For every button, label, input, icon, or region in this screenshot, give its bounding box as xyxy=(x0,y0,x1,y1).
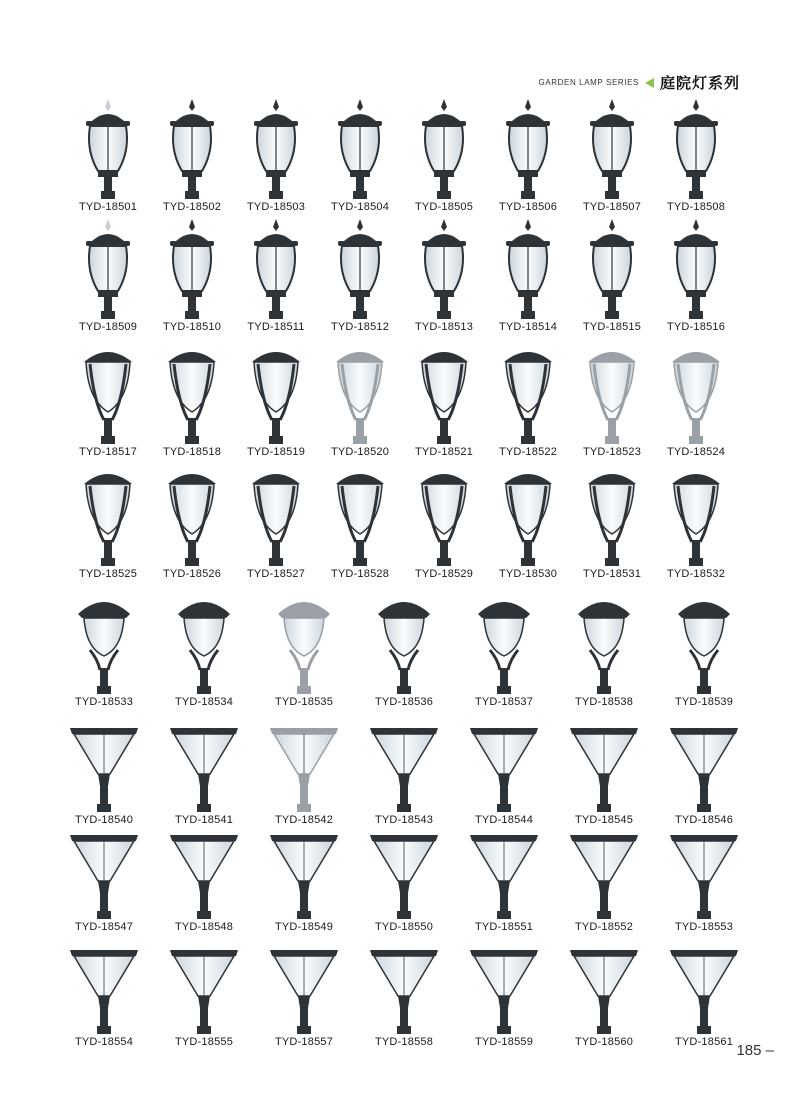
model-code: TYD-18503 xyxy=(246,201,306,213)
lamp-image xyxy=(152,462,232,566)
lamp-image xyxy=(488,215,568,319)
model-code: TYD-18514 xyxy=(498,321,558,333)
lamp-item xyxy=(260,815,348,935)
lamp-item xyxy=(232,215,320,335)
lamp-image xyxy=(572,340,652,444)
lamp-item xyxy=(260,590,348,710)
model-code: TYD-18532 xyxy=(666,568,726,580)
lamp-image xyxy=(264,708,344,812)
lamp-image xyxy=(464,590,544,694)
model-code: TYD-18547 xyxy=(74,921,134,933)
lamp-item xyxy=(60,930,148,1050)
lamp-item xyxy=(460,815,548,935)
model-code: TYD-18512 xyxy=(330,321,390,333)
model-code: TYD-18545 xyxy=(574,814,634,826)
lamp-item xyxy=(260,930,348,1050)
model-code: TYD-18523 xyxy=(582,446,642,458)
lamp-image xyxy=(264,815,344,919)
lamp-item xyxy=(484,215,572,335)
lamp-image xyxy=(488,95,568,199)
lamp-image xyxy=(68,95,148,199)
model-code: TYD-18533 xyxy=(74,696,134,708)
lamp-image xyxy=(564,708,644,812)
model-code: TYD-18530 xyxy=(498,568,558,580)
lamp-image xyxy=(364,708,444,812)
lamp-image xyxy=(464,815,544,919)
lamp-item xyxy=(660,590,748,710)
lamp-item xyxy=(60,815,148,935)
model-code: TYD-18506 xyxy=(498,201,558,213)
lamp-item xyxy=(60,590,148,710)
lamp-item xyxy=(160,930,248,1050)
lamp-image xyxy=(564,815,644,919)
model-code: TYD-18502 xyxy=(162,201,222,213)
lamp-image xyxy=(404,215,484,319)
model-code: TYD-18520 xyxy=(330,446,390,458)
lamp-image xyxy=(264,930,344,1034)
lamp-item xyxy=(568,215,656,335)
lamp-image xyxy=(572,215,652,319)
model-code: TYD-18501 xyxy=(78,201,138,213)
model-code: TYD-18546 xyxy=(674,814,734,826)
lamp-image xyxy=(164,708,244,812)
lamp-image xyxy=(152,340,232,444)
model-code: TYD-18513 xyxy=(414,321,474,333)
lamp-image xyxy=(572,95,652,199)
model-code: TYD-18537 xyxy=(474,696,534,708)
model-code: TYD-18518 xyxy=(162,446,222,458)
model-code: TYD-18554 xyxy=(74,1036,134,1048)
model-code: TYD-18509 xyxy=(78,321,138,333)
page-number: 185 – xyxy=(736,1042,774,1059)
lamp-item xyxy=(652,340,740,460)
model-code: TYD-18524 xyxy=(666,446,726,458)
lamp-image xyxy=(404,340,484,444)
lamp-item xyxy=(460,930,548,1050)
lamp-item xyxy=(260,708,348,828)
lamp-image xyxy=(664,930,744,1034)
model-code: TYD-18541 xyxy=(174,814,234,826)
series-title-en: GARDEN LAMP SERIES xyxy=(538,78,639,87)
model-code: TYD-18528 xyxy=(330,568,390,580)
lamp-item xyxy=(232,462,320,582)
model-code: TYD-18508 xyxy=(666,201,726,213)
lamp-image xyxy=(164,930,244,1034)
lamp-item xyxy=(652,95,740,215)
model-code: TYD-18560 xyxy=(574,1036,634,1048)
lamp-image xyxy=(236,462,316,566)
lamp-image xyxy=(664,590,744,694)
lamp-image xyxy=(656,215,736,319)
lamp-image xyxy=(264,590,344,694)
lamp-item xyxy=(316,95,404,215)
lamp-image xyxy=(236,215,316,319)
lamp-item xyxy=(652,215,740,335)
lamp-item xyxy=(484,95,572,215)
model-code: TYD-18529 xyxy=(414,568,474,580)
lamp-image xyxy=(236,95,316,199)
lamp-item xyxy=(400,215,488,335)
lamp-image xyxy=(152,95,232,199)
lamp-image xyxy=(64,590,144,694)
lamp-item xyxy=(316,340,404,460)
lamp-image xyxy=(68,462,148,566)
model-code: TYD-18507 xyxy=(582,201,642,213)
model-code: TYD-18558 xyxy=(374,1036,434,1048)
lamp-item xyxy=(360,590,448,710)
lamp-image xyxy=(64,815,144,919)
lamp-image xyxy=(656,340,736,444)
model-code: TYD-18559 xyxy=(474,1036,534,1048)
lamp-image xyxy=(488,462,568,566)
lamp-image xyxy=(152,215,232,319)
lamp-item xyxy=(652,462,740,582)
lamp-item xyxy=(660,708,748,828)
lamp-image xyxy=(364,930,444,1034)
lamp-item xyxy=(484,462,572,582)
lamp-item xyxy=(660,815,748,935)
lamp-image xyxy=(564,590,644,694)
lamp-item xyxy=(64,215,152,335)
model-code: TYD-18534 xyxy=(174,696,234,708)
model-code: TYD-18522 xyxy=(498,446,558,458)
lamp-image xyxy=(320,340,400,444)
lamp-image xyxy=(664,815,744,919)
lamp-item xyxy=(148,95,236,215)
lamp-item xyxy=(360,930,448,1050)
lamp-image xyxy=(656,95,736,199)
lamp-item xyxy=(400,462,488,582)
lamp-item xyxy=(64,462,152,582)
lamp-item xyxy=(160,708,248,828)
lamp-item xyxy=(568,462,656,582)
lamp-image xyxy=(572,462,652,566)
model-code: TYD-18535 xyxy=(274,696,334,708)
lamp-item xyxy=(484,340,572,460)
lamp-item xyxy=(160,815,248,935)
model-code: TYD-18504 xyxy=(330,201,390,213)
model-code: TYD-18543 xyxy=(374,814,434,826)
lamp-item xyxy=(568,95,656,215)
lamp-image xyxy=(364,590,444,694)
lamp-image xyxy=(404,95,484,199)
model-code: TYD-18505 xyxy=(414,201,474,213)
model-code: TYD-18536 xyxy=(374,696,434,708)
lamp-item xyxy=(360,815,448,935)
model-code: TYD-18540 xyxy=(74,814,134,826)
model-code: TYD-18552 xyxy=(574,921,634,933)
lamp-image xyxy=(320,462,400,566)
lamp-item xyxy=(148,340,236,460)
model-code: TYD-18516 xyxy=(666,321,726,333)
lamp-image xyxy=(320,215,400,319)
model-code: TYD-18525 xyxy=(78,568,138,580)
lamp-item xyxy=(460,708,548,828)
lamp-image xyxy=(68,215,148,319)
model-code: TYD-18519 xyxy=(246,446,306,458)
lamp-item xyxy=(400,95,488,215)
lamp-item xyxy=(160,590,248,710)
lamp-image xyxy=(320,95,400,199)
series-title-cn: 庭院灯系列 xyxy=(659,75,740,92)
model-code: TYD-18544 xyxy=(474,814,534,826)
model-code: TYD-18531 xyxy=(582,568,642,580)
lamp-image xyxy=(64,930,144,1034)
model-code: TYD-18561 xyxy=(674,1036,734,1048)
lamp-item xyxy=(660,930,748,1050)
lamp-image xyxy=(364,815,444,919)
lamp-item xyxy=(64,95,152,215)
lamp-item xyxy=(232,340,320,460)
lamp-item xyxy=(560,815,648,935)
lamp-item xyxy=(148,215,236,335)
lamp-item xyxy=(360,708,448,828)
lamp-image xyxy=(564,930,644,1034)
lamp-item xyxy=(148,462,236,582)
model-code: TYD-18548 xyxy=(174,921,234,933)
lamp-item xyxy=(316,215,404,335)
model-code: TYD-18527 xyxy=(246,568,306,580)
lamp-item xyxy=(560,590,648,710)
model-code: TYD-18549 xyxy=(274,921,334,933)
lamp-image xyxy=(68,340,148,444)
model-code: TYD-18550 xyxy=(374,921,434,933)
model-code: TYD-18521 xyxy=(414,446,474,458)
lamp-item xyxy=(232,95,320,215)
lamp-item xyxy=(316,462,404,582)
lamp-item xyxy=(400,340,488,460)
lamp-image xyxy=(164,590,244,694)
lamp-image xyxy=(404,462,484,566)
lamp-item xyxy=(60,708,148,828)
model-code: TYD-18551 xyxy=(474,921,534,933)
lamp-image xyxy=(656,462,736,566)
lamp-image xyxy=(464,708,544,812)
model-code: TYD-18539 xyxy=(674,696,734,708)
model-code: TYD-18555 xyxy=(174,1036,234,1048)
model-code: TYD-18515 xyxy=(582,321,642,333)
model-code: TYD-18553 xyxy=(674,921,734,933)
lamp-image xyxy=(64,708,144,812)
lamp-item xyxy=(560,708,648,828)
lamp-image xyxy=(164,815,244,919)
model-code: TYD-18538 xyxy=(574,696,634,708)
lamp-item xyxy=(560,930,648,1050)
lamp-image xyxy=(464,930,544,1034)
model-code: TYD-18517 xyxy=(78,446,138,458)
lamp-image xyxy=(236,340,316,444)
model-code: TYD-18510 xyxy=(162,321,222,333)
lamp-item xyxy=(460,590,548,710)
lamp-item xyxy=(64,340,152,460)
model-code: TYD-18526 xyxy=(162,568,222,580)
model-code: TYD-18557 xyxy=(274,1036,334,1048)
lamp-item xyxy=(568,340,656,460)
model-code: TYD-18542 xyxy=(274,814,334,826)
model-code: TYD-18511 xyxy=(247,321,305,333)
lamp-image xyxy=(664,708,744,812)
lamp-image xyxy=(488,340,568,444)
